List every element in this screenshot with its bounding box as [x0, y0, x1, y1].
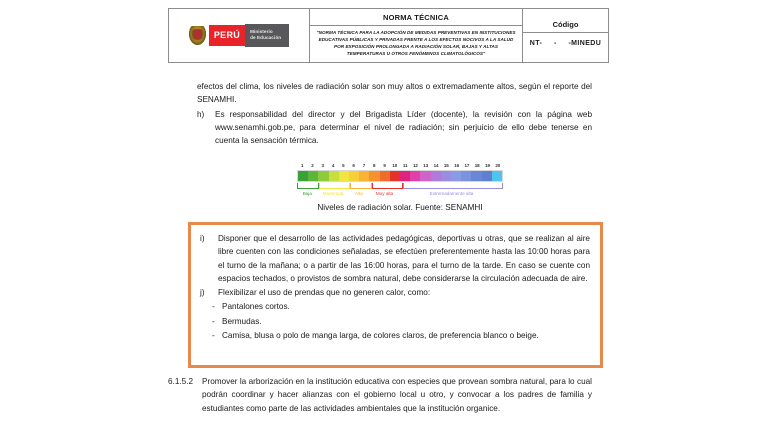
scale-swatch-8 — [369, 171, 379, 181]
scale-swatch-7 — [359, 171, 369, 181]
list-item — [200, 315, 590, 328]
list-item-label: Camisa, blusa o polo de manga larga, de colores claros, de preferencia blanco o beige. — [222, 330, 539, 340]
section-text: Promover la arborización en la institución educativa con especies que provean sombra natural, para lo cual podrán coordinar y hacer alianzas con el gobierno local u otro, y convocar a los padres de familia y estudiantes como parte de las actividades ambientales que la institución organice. — [202, 377, 592, 413]
list-marker-h: h) — [197, 109, 205, 119]
section-number: 6.1.5.2 — [168, 377, 194, 386]
scale-number-14: 14 — [433, 163, 439, 168]
scale-swatch-6 — [349, 171, 359, 181]
ministry-line-1: Ministerio — [250, 28, 273, 34]
scale-number-6: 6 — [352, 163, 355, 168]
scale-label-extremadamente-alta: Extremadamente alta — [429, 191, 474, 196]
scale-swatch-11 — [400, 171, 410, 181]
section-6-1-5-2 — [168, 375, 592, 415]
list-item-label: Bermudas. — [222, 316, 262, 326]
ministry-wordmark — [245, 24, 289, 47]
scale-swatch-16 — [451, 171, 461, 181]
scale-number-13: 13 — [423, 163, 429, 168]
bullet-dash-icon: - — [212, 330, 215, 340]
scale-number-3: 3 — [321, 163, 324, 168]
scale-number-15: 15 — [443, 163, 449, 168]
header-logo-cell — [169, 9, 310, 63]
scale-index-numbers — [297, 162, 503, 170]
codigo-value: NT- - -MINEDU — [529, 40, 602, 48]
scale-label-alta: Alta — [354, 191, 363, 196]
scale-number-11: 11 — [402, 163, 408, 168]
list-item-i — [200, 232, 590, 285]
scale-swatch-2 — [308, 171, 318, 181]
scale-swatch-4 — [329, 171, 339, 181]
scale-number-20: 20 — [495, 163, 501, 168]
norma-tecnica-description: "NORMA TÉCNICA PARA LA ADOPCIÓN DE MEDIDAS PREVENTIVAS EN INSTITUCIONES EDUCATIVAS PÚBLICAS Y PRIVADAS FRENTE A LOS EFECTOS NOCIVOS A LA SALUD POR EXPOSICIÓN PROLONGADA A RADIACIÓN SOLAR, BAJAS Y ALTAS TEMPERATURAS U OTROS FENÓMENOS CLIMATOLÓGICOS" — [316, 30, 516, 56]
codigo-header-cell — [523, 9, 609, 63]
list-item — [200, 329, 590, 342]
scale-swatch-18 — [471, 171, 481, 181]
scale-number-2: 2 — [311, 163, 314, 168]
paragraph-continuation: efectos del clima, los niveles de radiación solar son muy altos o extremadamente altos, según el reporte del SENAMHI. — [197, 82, 592, 105]
list-item-j — [200, 286, 590, 299]
scale-number-17: 17 — [464, 163, 470, 168]
peru-coat-of-arms-icon — [189, 26, 206, 45]
scale-swatch-3 — [318, 171, 328, 181]
list-text-h: Es responsabilidad del director y del Brigadista Líder (docente), la revisión con la página web www.senamhi.gob.pe, para determinar el nivel de radiación; sin perjuicio de ello debe tenerse en cuenta la sensación térmica. — [215, 109, 592, 146]
scale-swatch-5 — [339, 171, 349, 181]
scale-number-19: 19 — [485, 163, 490, 168]
list-text-i: Disponer que el desarrollo de las actividades pedagógicas, deportivas u otras, que se realizan al aire libre cuenten con las condiciones señaladas, se efectúen preferentemente hasta las 10:00 horas para el turno de la mañana; o a partir de las 16:00 horas, para el turno de la tarde. En caso se cuente con espacios techados, o provistos de sombra natural, debe considerarse la circulación adecuada de aire. — [218, 234, 590, 283]
scale-swatch-15 — [441, 171, 451, 181]
list-marker-j: j) — [200, 288, 205, 298]
bullet-dash-icon: - — [212, 316, 215, 326]
scale-number-5: 5 — [342, 163, 345, 168]
scale-number-8: 8 — [373, 163, 376, 168]
list-marker-i: i) — [200, 234, 205, 243]
scale-swatch-1 — [298, 171, 308, 181]
scale-number-10: 10 — [392, 163, 398, 168]
scale-label-muy-alta: Muy alta — [375, 191, 394, 196]
ministry-line-2: de Educación — [250, 35, 282, 41]
list-item-h — [197, 108, 592, 148]
scale-swatch-20 — [492, 171, 502, 181]
scale-number-9: 9 — [383, 163, 386, 168]
scale-number-7: 7 — [362, 163, 366, 168]
list-item-label: Pantalones cortos. — [222, 302, 290, 312]
clothing-bullet-list — [200, 300, 590, 342]
scale-swatch-9 — [380, 171, 390, 181]
list-item — [200, 300, 590, 313]
scale-swatch-14 — [431, 171, 441, 181]
scale-number-4: 4 — [331, 163, 335, 168]
ministry-logo — [169, 22, 309, 49]
norma-tecnica-title: NORMA TÉCNICA — [310, 9, 522, 26]
scale-tick-muy-alta — [372, 183, 403, 189]
scale-number-18: 18 — [474, 163, 480, 168]
scale-label-moderada: Moderada — [322, 191, 344, 196]
document-body — [197, 80, 592, 147]
scale-number-1: 1 — [300, 163, 304, 168]
scale-level-ticks — [297, 183, 503, 190]
list-text-j: Flexibilizar el uso de prendas que no generen calor, como: — [218, 288, 431, 298]
norma-header-cell — [310, 9, 523, 63]
scale-tick-baja — [297, 183, 319, 189]
scale-tick-alta — [350, 183, 372, 189]
scale-level-labels — [297, 190, 503, 198]
scale-label-baja: Baja — [302, 191, 312, 196]
document-header-table — [168, 8, 609, 63]
figure-caption: Niveles de radiación solar. Fuente: SENAMHI — [317, 203, 483, 212]
codigo-label: Código — [523, 16, 608, 33]
scale-number-12: 12 — [413, 163, 418, 168]
scale-swatch-10 — [390, 171, 400, 181]
scale-swatch-19 — [482, 171, 492, 181]
scale-tick-moderada — [319, 183, 350, 189]
uv-radiation-scale-figure — [297, 162, 503, 212]
highlighted-section-box — [188, 222, 603, 368]
scale-number-16: 16 — [454, 163, 459, 168]
bullet-dash-icon: - — [212, 302, 215, 312]
scale-tick-extremadamente-alta — [403, 183, 503, 189]
scale-color-bar — [297, 170, 503, 182]
peru-wordmark: PERÚ — [209, 25, 245, 46]
scale-swatch-13 — [420, 171, 430, 181]
scale-swatch-12 — [410, 171, 420, 181]
scale-swatch-17 — [461, 171, 471, 181]
